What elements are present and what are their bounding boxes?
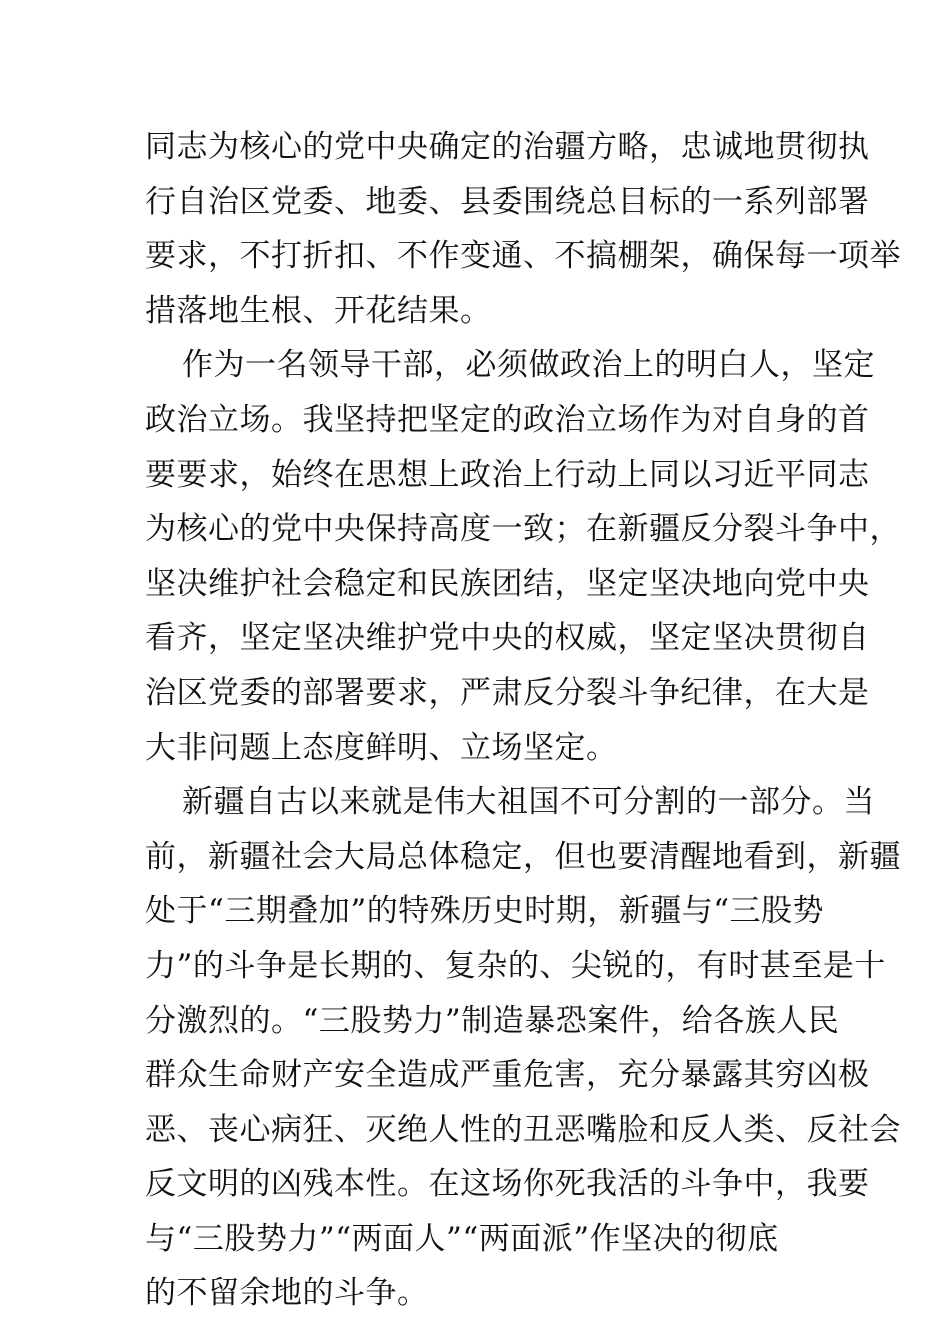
text-line: 行自治区党委、地委、县委围绕总目标的一系列部署 xyxy=(145,183,870,220)
text-line: 大非问题上态度鲜明、立场坚定。 xyxy=(145,729,618,766)
text-line: 要求，不打折扣、不作变通、不搞棚架，确保每一项举 xyxy=(145,238,901,275)
text-line: 恶、丧心病狂、灭绝人性的丑恶嘴脸和反人类、反社会 xyxy=(145,1111,901,1148)
document-body xyxy=(145,120,901,1321)
text-line: 措落地生根、开花结果。 xyxy=(145,292,492,329)
text-line: 处于“三期叠加”的特殊历史时期，新疆与“三股势 xyxy=(145,893,825,930)
paragraph-2 xyxy=(145,338,901,775)
text-line: 新疆自古以来就是伟大祖国不可分割的一部分。当 xyxy=(182,784,875,821)
text-line: 与“三股势力”“两面人”“两面派”作坚决的彻底 xyxy=(145,1220,779,1257)
text-line: 群众生命财产安全造成严重危害，充分暴露其穷凶极 xyxy=(145,1057,870,1094)
text-line: 坚决维护社会稳定和民族团结，坚定坚决地向党中央 xyxy=(145,565,870,602)
paragraph-1 xyxy=(145,120,901,338)
text-line: 同志为核心的党中央确定的治疆方略，忠诚地贯彻执 xyxy=(145,129,870,165)
text-line: 反文明的凶残本性。在这场你死我活的斗争中，我要 xyxy=(145,1166,870,1203)
text-line: 治区党委的部署要求，严肃反分裂斗争纪律，在大是 xyxy=(145,674,870,711)
text-line: 要要求，始终在思想上政治上行动上同以习近平同志 xyxy=(145,456,870,493)
text-line: 看齐，坚定坚决维护党中央的权威，坚定坚决贯彻自 xyxy=(145,620,870,657)
text-line: 为核心的党中央保持高度一致；在新疆反分裂斗争中， xyxy=(145,511,901,548)
text-line: 力”的斗争是长期的、复杂的、尖锐的，有时甚至是十 xyxy=(145,947,886,984)
text-line: 前，新疆社会大局总体稳定，但也要清醒地看到，新疆 xyxy=(145,838,901,875)
paragraph-3 xyxy=(145,775,901,1321)
text-line: 的不留余地的斗争。 xyxy=(145,1275,429,1312)
text-line: 作为一名领导干部，必须做政治上的明白人，坚定 xyxy=(182,347,875,384)
text-line: 分激烈的。“三股势力”制造暴恐案件，给各族人民 xyxy=(145,1002,840,1039)
text-line: 政治立场。我坚持把坚定的政治立场作为对自身的首 xyxy=(145,401,870,438)
